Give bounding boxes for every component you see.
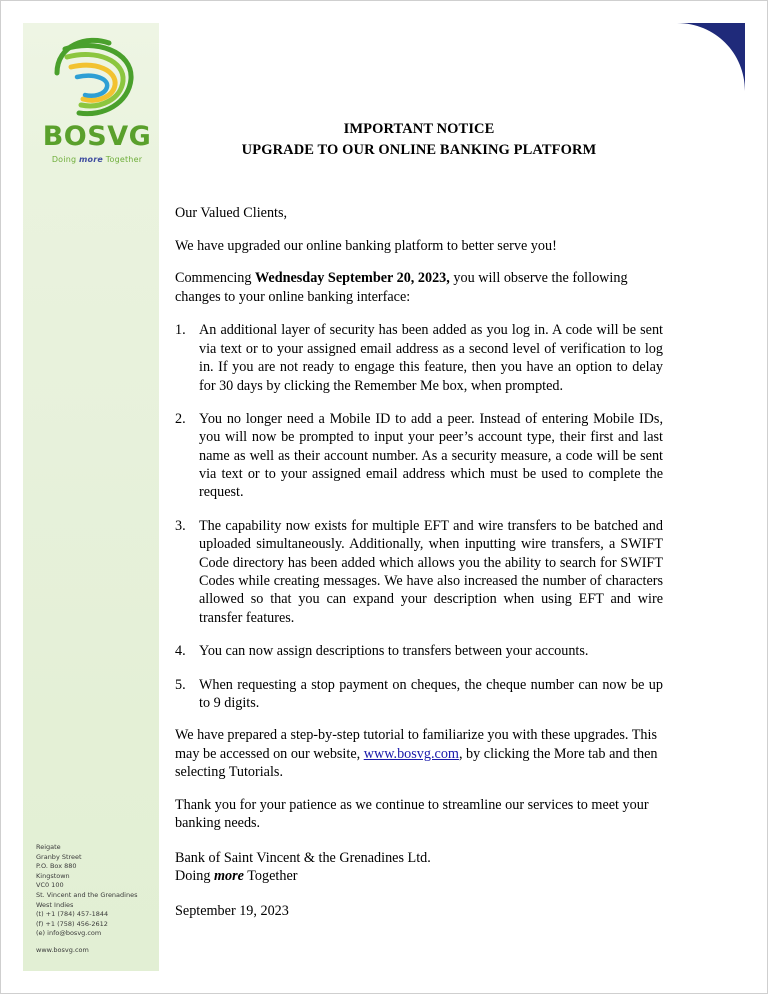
salutation: Our Valued Clients,	[175, 205, 288, 222]
tutorial-prefix: We have prepared a step-by-step tutorial to familiarize you with these upgrades. This may be accessed on our website,	[175, 727, 657, 762]
list-item-text: When requesting a stop payment on cheques, the cheque number can now be up to 9 digits.	[199, 676, 663, 711]
list-item-text: You can now assign descriptions to transfers between your accounts.	[199, 643, 589, 660]
list-item-text: You no longer need a Mobile ID to add a peer. Instead of entering Mobile IDs, you will now be prompted to input your peer’s account type, their first and last name as well as their account number. As a security measure, a code will be sent via text or to your assigned email address which must be used to complete the request.	[199, 410, 663, 501]
letter-date: September 19, 2023	[175, 902, 289, 919]
title-line-2: UPGRADE TO OUR ONLINE BANKING PLATFORM	[241, 141, 597, 158]
logo-wordmark: BOSVG	[42, 121, 152, 152]
address-line: Reigate	[36, 843, 61, 851]
list-item-number: 4.	[175, 643, 186, 660]
tagline-post: Together	[103, 155, 143, 164]
changes-list	[175, 321, 663, 712]
commencing-paragraph	[175, 269, 663, 306]
list-item-number: 3.	[175, 517, 186, 534]
list-item	[175, 321, 663, 395]
list-item	[175, 676, 663, 713]
tagline-more: more	[78, 155, 103, 164]
address-line: P.O. Box 880	[36, 862, 77, 871]
commencing-prefix: Commencing	[175, 270, 255, 287]
tutorial-suffix: , by clicking the More tab and then selecting Tutorials.	[175, 745, 658, 781]
list-item-number: 5.	[175, 676, 186, 693]
address-line: Granby Street	[36, 852, 82, 861]
bosvg-website-link[interactable]: www.bosvg.com	[363, 745, 459, 762]
commencing-date: Wednesday September 20, 2023,	[255, 270, 450, 287]
signature-tagline	[175, 867, 663, 885]
letter-body	[175, 119, 663, 920]
address-line: (t) +1 (784) 457-1844	[36, 910, 109, 919]
corner-decoration-icon	[677, 23, 745, 91]
logo-swirl-icon	[47, 33, 139, 125]
page-title	[175, 119, 663, 160]
tutorial-paragraph	[175, 726, 663, 781]
signature-more: more	[214, 868, 244, 885]
signature-bank-name: Bank of Saint Vincent & the Grenadines Ltd.	[175, 849, 431, 866]
address-line: (f) +1 (758) 456-2612	[36, 919, 108, 928]
address-line: St. Vincent and the Grenadines	[36, 891, 138, 900]
signature-doing: Doing	[175, 868, 215, 885]
list-item-text: The capability now exists for multiple EFT and wire transfers to be batched and uploaded simultaneously. Additionally, when inputting wire transfers, a SWIFT Code directory has been added which allows you the ability to search for SWIFT Codes while creating messages. We have also increased the number of characters allowed so that you can expand your description when using EFT and wire transfer features.	[199, 517, 663, 626]
signature-block	[175, 849, 663, 886]
list-item-text: An additional layer of security has been added as you log in. A code will be sent via text or to your assigned email address as a second level of verification to log in. If you are not ready to engage this feature, then you have an option to delay for 30 days by clicking the Remember Me box, when prompted.	[199, 322, 663, 394]
bosvg-logo	[23, 31, 159, 171]
address-block	[36, 843, 156, 939]
intro-paragraph: We have upgraded our online banking platform to better serve you!	[175, 237, 557, 254]
list-item	[175, 410, 663, 502]
address-line: VC0 100	[36, 881, 64, 890]
title-line-1: IMPORTANT NOTICE	[343, 121, 495, 137]
tagline-pre: Doing	[51, 155, 79, 164]
list-item-number: 1.	[175, 322, 186, 339]
address-line: (e) info@bosvg.com	[36, 929, 102, 938]
address-line: Kingstown	[36, 871, 70, 880]
signature-together: Together	[243, 868, 298, 885]
list-item-number: 2.	[175, 410, 186, 427]
thanks-paragraph: Thank you for your patience as we continue to streamline our services to meet your banking needs.	[175, 796, 649, 832]
footer-website: www.bosvg.com	[36, 946, 89, 954]
logo-tagline	[37, 155, 157, 164]
address-line: West Indies	[36, 900, 74, 909]
list-item	[175, 642, 663, 660]
list-item	[175, 517, 663, 627]
commencing-suffix: you will observe the following changes to your online banking interface:	[175, 270, 628, 305]
